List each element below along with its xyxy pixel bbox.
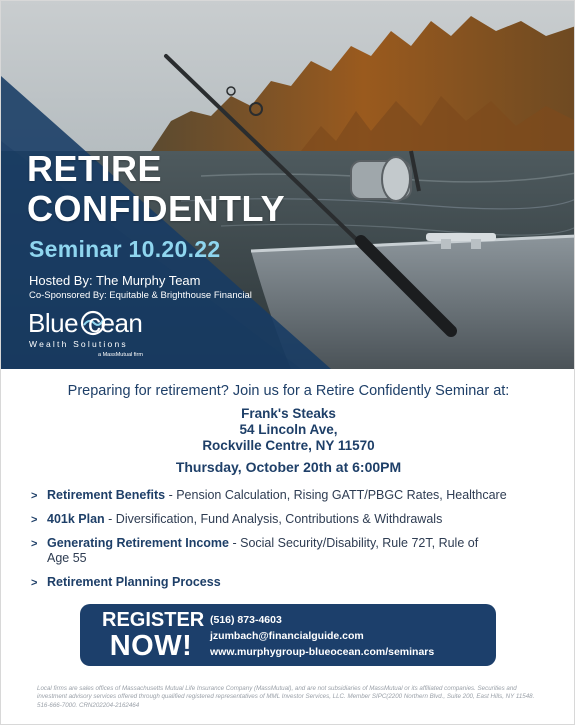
hero-banner	[1, 1, 575, 369]
topic-title: Retirement Benefits	[47, 488, 166, 502]
register-box	[80, 604, 496, 666]
event-date-time: Thursday, October 20th at 6:00PM	[175, 459, 402, 475]
topic-item	[31, 512, 561, 527]
co-sponsored-by: Co-Sponsored By: Equitable & Brighthouse Financial	[29, 290, 252, 301]
topic-item	[31, 575, 561, 590]
venue-street: 54 Lincoln Ave,	[239, 422, 338, 437]
chevron-right-icon: >	[31, 490, 38, 502]
topic-title: Retirement Planning Process	[47, 575, 221, 589]
legal-disclaimer: Local firms are sales offices of Massachusetts Mutual Life Insurance Company (MassMutual), and are not subsidiaries of MassMutual or its affiliated companies. Securities and investment advisory services offered through qualified registered representatives of MML Investor Services, LLC. Member SIPC(2200 Northern Blvd., Suite 200, East Hills, NY 11548. 516-666-7000. CRN202204-2162464	[37, 685, 535, 709]
register-now-heading	[102, 609, 205, 662]
topic-item	[31, 536, 487, 566]
venue-name: Frank's Steaks	[241, 406, 336, 421]
seminar-date: Seminar 10.20.22	[29, 236, 221, 262]
hero-title-line2: CONFIDENTLY	[27, 188, 286, 229]
registration-url-link[interactable]: www.murphygroup-blueocean.com/seminars	[210, 646, 435, 658]
chevron-right-icon: >	[31, 514, 38, 526]
logo-subtitle: Wealth Solutions	[29, 339, 128, 349]
blue-ocean-logo	[28, 306, 168, 361]
email-link[interactable]: jzumbach@financialguide.com	[210, 630, 364, 642]
chevron-right-icon: >	[31, 577, 38, 589]
hero-title	[27, 149, 285, 229]
phone-number[interactable]: (516) 873-4603	[210, 614, 282, 626]
topic-title: 401k Plan	[47, 512, 105, 526]
hosted-by: Hosted By: The Murphy Team	[29, 273, 201, 288]
now-label: NOW!	[109, 630, 193, 662]
logo-word-blue: Blue	[28, 308, 79, 338]
topic-title: Generating Retirement Income	[47, 536, 229, 550]
venue-city: Rockville Centre, NY 11570	[202, 438, 375, 453]
topic-detail: - Social Security/Disability, Rule 72T, Rule of Age 55	[47, 536, 479, 565]
topic-item	[31, 488, 561, 503]
intro-text: Preparing for retirement? Join us for a Retire Confidently Seminar at:	[67, 383, 510, 399]
topic-detail: - Pension Calculation, Rising GATT/PBGC Rates, Healthcare	[165, 488, 507, 502]
logo-tagline: a MassMutual firm	[98, 352, 143, 358]
register-contact	[210, 612, 434, 660]
chevron-right-icon: >	[31, 538, 38, 550]
venue-address	[1, 406, 575, 454]
topic-list	[31, 488, 561, 599]
hero-title-line1: RETIRE	[27, 148, 163, 189]
register-label: REGISTER	[102, 609, 205, 631]
topic-detail: - Diversification, Fund Analysis, Contributions & Withdrawals	[104, 512, 443, 526]
logo-word-cean: cean	[88, 308, 143, 338]
